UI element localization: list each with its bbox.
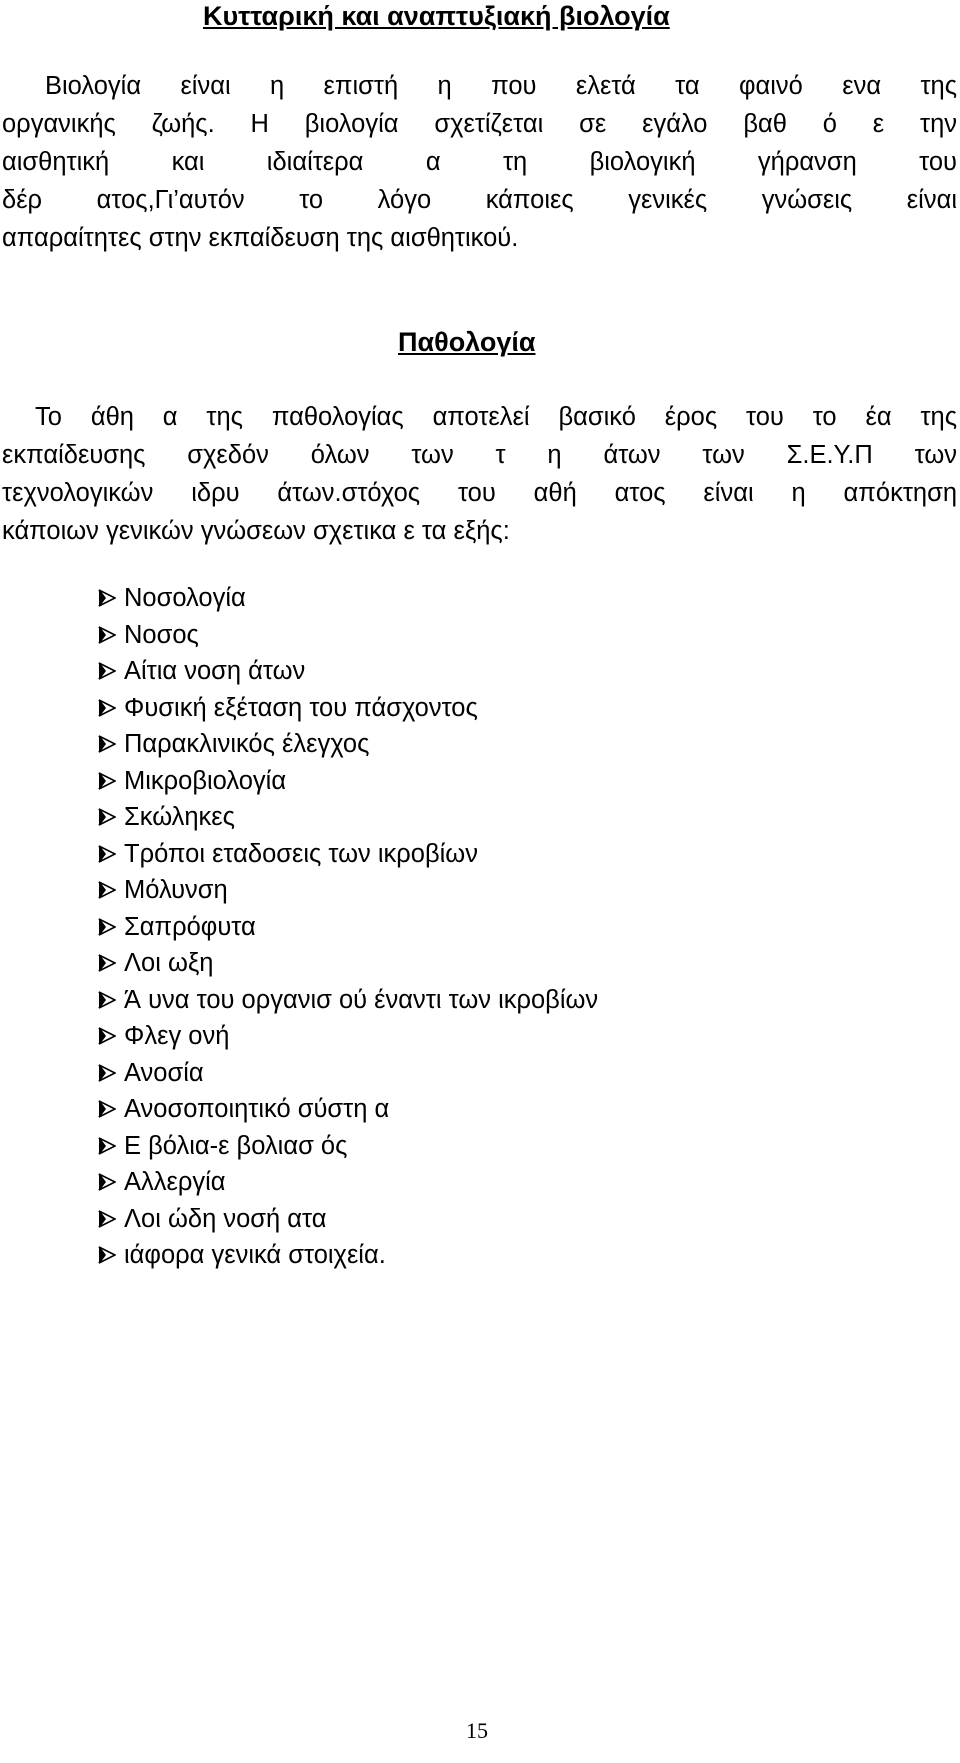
arrowhead-bullet-icon xyxy=(98,1091,124,1127)
topic-list-item xyxy=(98,982,598,1019)
topic-label: Σκώληκες xyxy=(124,803,235,831)
topic-list-item xyxy=(98,690,598,727)
arrowhead-bullet-icon xyxy=(98,1018,124,1054)
arrowhead-bullet-icon xyxy=(98,982,124,1018)
arrowhead-bullet-icon xyxy=(98,763,124,799)
topic-label: Ανοσοποιητικό σύστη α xyxy=(124,1095,390,1123)
arrowhead-bullet-icon xyxy=(98,580,124,616)
arrowhead-bullet-icon xyxy=(98,836,124,872)
topic-label: ιάφορα γενικά στοιχεία. xyxy=(124,1241,386,1269)
topic-label: Τρόποι εταδοσεις των ικροβίων xyxy=(124,839,478,868)
section-heading: Παθολογία xyxy=(398,327,536,357)
topic-list-item xyxy=(98,726,598,763)
topic-label: Νοσολογία xyxy=(124,584,246,612)
topic-label: Ά υνα του οργανισ ού έναντι των ικροβίων xyxy=(124,985,599,1014)
arrowhead-bullet-icon xyxy=(98,945,124,981)
topic-label: Ανοσία xyxy=(124,1058,204,1087)
section-line: κάποιων γενικών γνώσεων σχετικα ε τα εξής: xyxy=(2,517,510,545)
intro-line: δέρ ατος,Γι’αυτόν το λόγο κάποιες γενικές γνώσεις είναι xyxy=(2,186,957,214)
topic-label: Νοσος xyxy=(124,620,199,649)
topic-list-item xyxy=(98,617,598,654)
topic-list-item xyxy=(98,836,598,873)
arrowhead-bullet-icon xyxy=(98,690,124,726)
topic-list xyxy=(98,580,598,1274)
page-number: 15 xyxy=(466,1718,488,1743)
arrowhead-bullet-icon xyxy=(98,653,124,689)
arrowhead-bullet-icon xyxy=(98,726,124,762)
topic-label: Αίτια νοση άτων xyxy=(124,657,306,685)
topic-list-item xyxy=(98,580,598,617)
section-line: εκπαίδευσης σχεδόν όλων των τ η άτων των Σ.Ε.Υ.Π των xyxy=(2,441,957,469)
topic-list-item xyxy=(98,763,598,800)
topic-label: Παρακλινικός έλεγχος xyxy=(124,730,370,758)
intro-line: Βιολογία είναι η επιστή η που ελετά τα φαινό ενα της xyxy=(45,72,957,100)
intro-paragraph xyxy=(2,67,957,257)
topic-list-item xyxy=(98,1091,598,1128)
topic-list-item xyxy=(98,1201,598,1238)
topic-list-item xyxy=(98,1018,598,1055)
intro-line: οργανικής ζωής. Η βιολογία σχετίζεται σε εγάλο βαθ ό ε την xyxy=(2,110,957,138)
topic-label: Αλλεργία xyxy=(124,1168,226,1196)
topic-label: Ε βόλια-ε βολιασ ός xyxy=(124,1131,348,1160)
topic-list-item xyxy=(98,872,598,909)
topic-label: Μικροβιολογία xyxy=(124,766,287,795)
arrowhead-bullet-icon xyxy=(98,1128,124,1164)
topic-list-item xyxy=(98,653,598,690)
arrowhead-bullet-icon xyxy=(98,1055,124,1091)
arrowhead-bullet-icon xyxy=(98,617,124,653)
intro-line: απαραίτητες στην εκπαίδευση της αισθητικού. xyxy=(2,224,519,252)
topic-list-item xyxy=(98,1164,598,1201)
page-title: Κυτταρική και αναπτυξιακή βιολογία xyxy=(203,1,670,31)
arrowhead-bullet-icon xyxy=(98,1201,124,1237)
topic-list-item xyxy=(98,1128,598,1165)
topic-list-item xyxy=(98,799,598,836)
topic-list-item xyxy=(98,945,598,982)
arrowhead-bullet-icon xyxy=(98,909,124,945)
topic-label: Λοι ώδη νοσή ατα xyxy=(124,1204,327,1233)
topic-label: Φλεγ ονή xyxy=(124,1022,230,1050)
intro-line: αισθητική και ιδιαίτερα α τη βιολογική γήρανση του xyxy=(2,148,957,176)
topic-list-item xyxy=(98,1055,598,1092)
arrowhead-bullet-icon xyxy=(98,1164,124,1200)
section-line: Το άθη α της παθολογίας αποτελεί βασικό έρος του το έα της xyxy=(35,403,957,431)
arrowhead-bullet-icon xyxy=(98,799,124,835)
section-line: τεχνολογικών ιδρυ άτων.στόχος του αθή ατος είναι η απόκτηση xyxy=(2,479,957,507)
section-paragraph xyxy=(2,398,957,550)
topic-label: Λοι ωξη xyxy=(124,949,214,977)
topic-label: Σαπρόφυτα xyxy=(124,912,256,941)
topic-label: Μόλυνση xyxy=(124,876,228,904)
arrowhead-bullet-icon xyxy=(98,1237,124,1273)
topic-list-item xyxy=(98,1237,598,1274)
arrowhead-bullet-icon xyxy=(98,872,124,908)
topic-label: Φυσική εξέταση του πάσχοντος xyxy=(124,693,478,722)
topic-list-item xyxy=(98,909,598,946)
